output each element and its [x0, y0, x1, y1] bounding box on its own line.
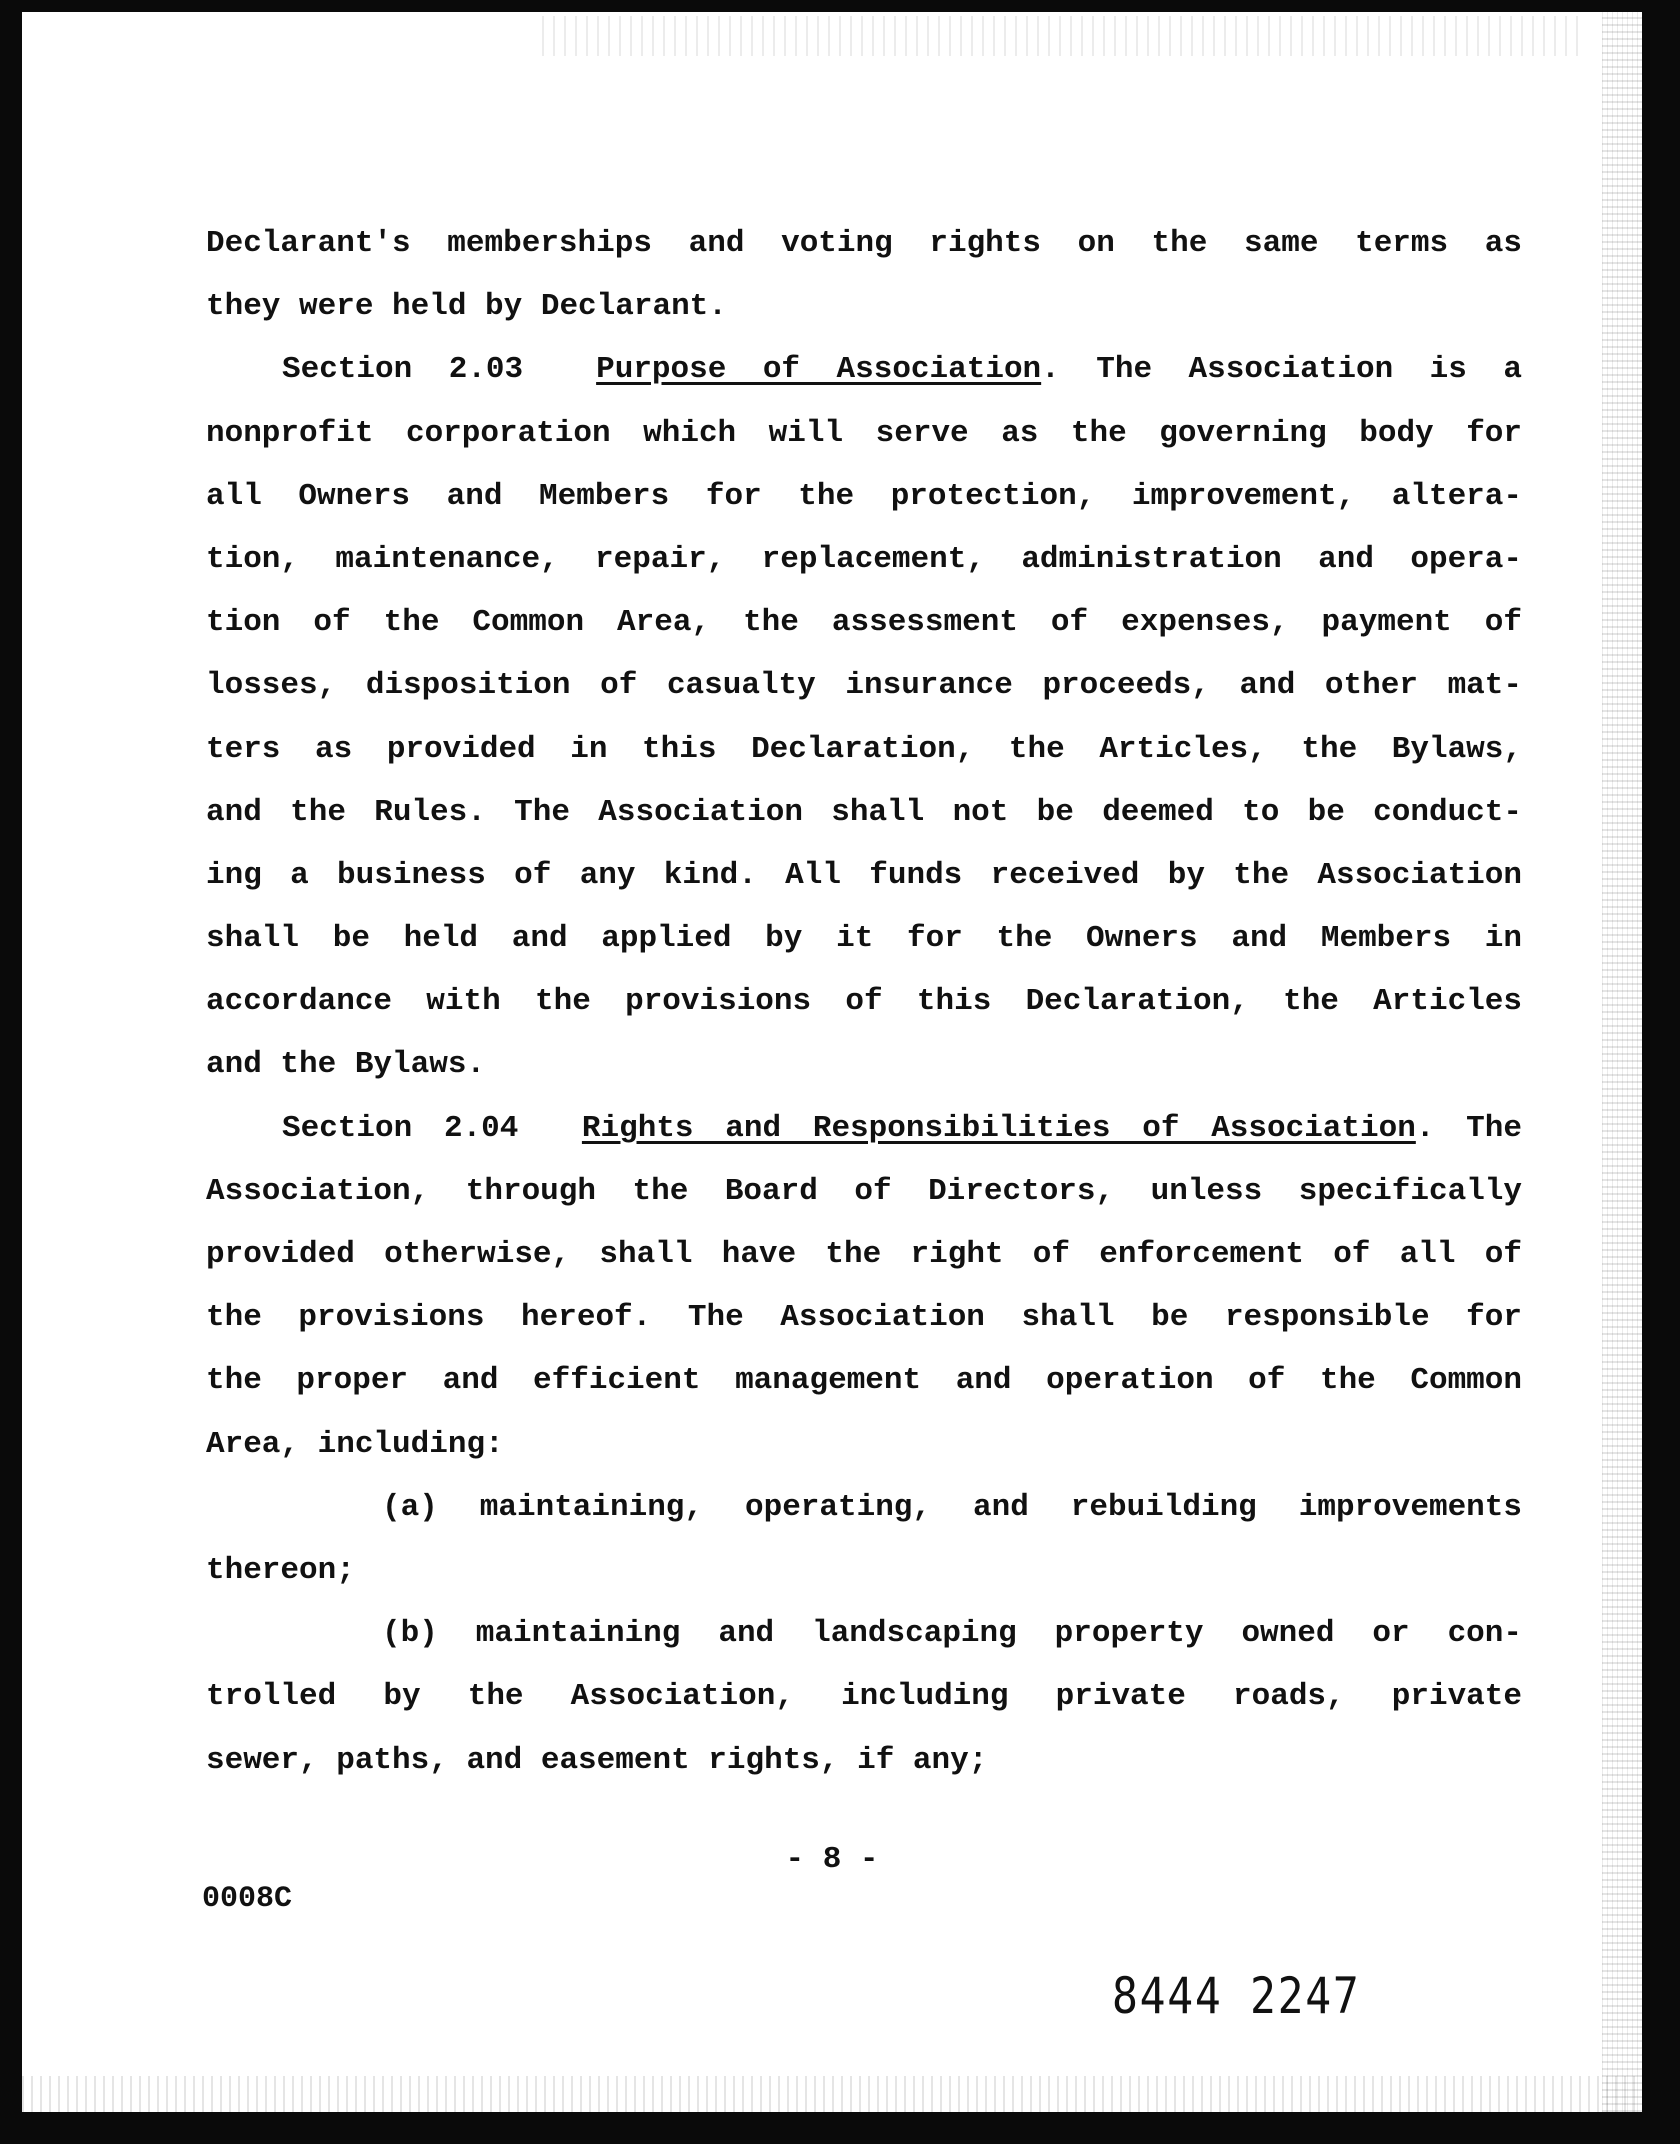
- text-line: Association, through the Board of Directors, unless specifically: [206, 1173, 1522, 1209]
- text-line: . The Association is a: [1041, 352, 1522, 388]
- section-2-03-first-line: [206, 338, 1522, 401]
- text-line: the proper and efficient management and operation of the Common: [206, 1363, 1522, 1399]
- text-line: provided otherwise, shall have the right of enforcement of all of: [206, 1237, 1522, 1272]
- text-line: they were held by Declarant.: [206, 289, 727, 325]
- section-number: Section 2.03: [282, 352, 524, 388]
- page-number: - 8 -: [785, 1842, 879, 1877]
- text-line: the provisions hereof. The Association shall be responsible for: [206, 1300, 1522, 1336]
- stamp-number: 8444 2247: [1112, 1967, 1361, 2025]
- text-line: trolled by the Association, including private roads, private: [206, 1679, 1522, 1715]
- text-line: ing a business of any kind. All funds received by the Association: [206, 857, 1522, 893]
- text-line: . The: [1415, 1110, 1522, 1146]
- text-line: accordance with the provisions of this Declaration, the Articles: [206, 984, 1522, 1020]
- text-line: Area, including:: [206, 1426, 504, 1462]
- list-item-a: (a) maintaining, operating, and rebuilding improvements: [382, 1489, 1522, 1525]
- text-line: Declarant's memberships and voting rights on the same terms as: [206, 226, 1522, 261]
- text-line: shall be held and applied by it for the Owners and Members in: [206, 921, 1522, 957]
- document-page: [22, 12, 1642, 2112]
- text-line: tion of the Common Area, the assessment of expenses, payment of: [206, 605, 1522, 641]
- list-item-b: (b) maintaining and landscaping property owned or con-: [382, 1616, 1522, 1652]
- section-heading: Purpose of Association: [596, 352, 1042, 388]
- scan-noise-right: [1602, 12, 1642, 2112]
- text-line: and the Rules. The Association shall not be deemed to be conduct-: [206, 794, 1522, 830]
- scan-noise-top: [542, 16, 1582, 56]
- text-line: and the Bylaws.: [206, 1047, 486, 1083]
- text-line: losses, disposition of casualty insurance proceeds, and other mat-: [206, 668, 1522, 704]
- text-line: tion, maintenance, repair, replacement, administration and opera-: [206, 541, 1522, 577]
- section-2-04-first-line: [206, 1097, 1522, 1160]
- document-code: 0008C: [202, 1882, 293, 1916]
- text-line: thereon;: [206, 1552, 355, 1588]
- body-text: [206, 212, 1522, 1792]
- text-line: nonprofit corporation which will serve as the governing body for: [206, 415, 1522, 451]
- text-line: ters as provided in this Declaration, the Articles, the Bylaws,: [206, 731, 1522, 767]
- text-line: sewer, paths, and easement rights, if any;: [206, 1742, 988, 1778]
- section-heading: Rights and Responsibilities of Association: [581, 1110, 1416, 1146]
- text-line: all Owners and Members for the protection, improvement, altera-: [206, 478, 1522, 514]
- section-number: Section 2.04: [282, 1110, 519, 1146]
- scan-noise-bottom: [22, 2076, 1642, 2112]
